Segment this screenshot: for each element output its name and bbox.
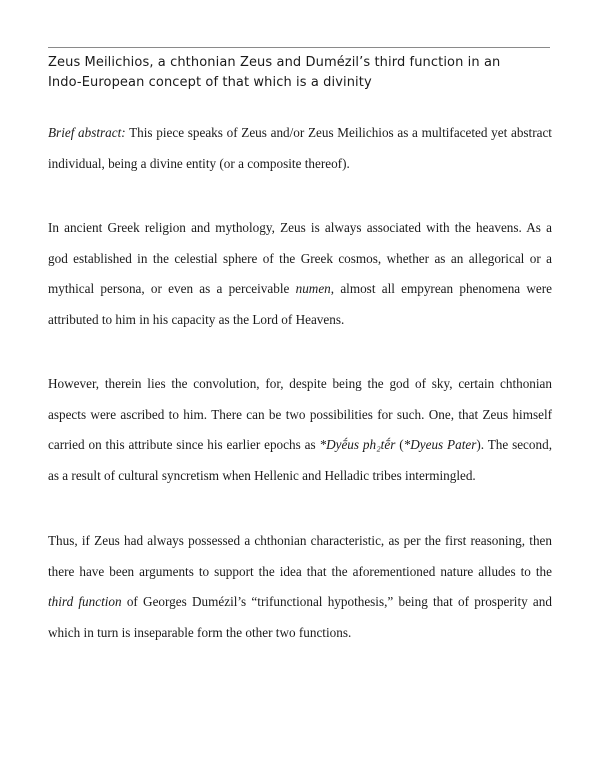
paragraph-line: aspects were ascribed to him. There can be two possibilities for such. One, that Zeus himself bbox=[48, 406, 552, 422]
paragraph-1 bbox=[48, 213, 552, 335]
paragraph-line: third function of Georges Dumézil’s “trifunctional hypothesis,” being that of prosperity and bbox=[48, 594, 552, 609]
paragraph-line: which in turn is inseparable form the other two functions. bbox=[48, 624, 352, 640]
abstract-label: Brief abstract: bbox=[48, 125, 126, 140]
paragraph-line: However, therein lies the convolution, for, despite being the god of sky, certain chthonian bbox=[48, 376, 552, 391]
abstract-line: individual, being a divine entity (or a composite thereof). bbox=[48, 155, 350, 171]
emphasis: numen bbox=[295, 281, 331, 296]
abstract-paragraph bbox=[48, 118, 552, 179]
emphasis: *Dyeus Pater bbox=[403, 437, 477, 452]
paragraph-line: attributed to him in his capacity as the Lord of Heavens. bbox=[48, 311, 345, 327]
title-line: Indo-European concept of that which is a divinity bbox=[48, 75, 372, 90]
emphasis: *Dyḗus ph₂tḗr bbox=[319, 437, 396, 452]
document-title bbox=[48, 53, 568, 93]
paragraph-line: mythical persona, or even as a perceivable numen, almost all empyrean phenomena were bbox=[48, 281, 553, 296]
paragraph-line: Thus, if Zeus had always possessed a chthonian characteristic, as per the first reasoning, then bbox=[48, 533, 552, 548]
paragraph-2 bbox=[48, 369, 552, 491]
paragraph-line: as a result of cultural syncretism when Hellenic and Helladic tribes intermingled. bbox=[48, 467, 476, 483]
abstract-line: Brief abstract: This piece speaks of Zeus and/or Zeus Meilichios as a multifaceted yet abstract bbox=[48, 125, 552, 140]
title-line: Zeus Meilichios, a chthonian Zeus and Dumézil’s third function in an bbox=[48, 55, 501, 70]
emphasis: third function bbox=[48, 594, 122, 609]
paragraph-3 bbox=[48, 526, 552, 648]
header-rule bbox=[48, 47, 550, 48]
paragraph-line: In ancient Greek religion and mythology, Zeus is always associated with the heavens. As a bbox=[48, 220, 552, 235]
paragraph-line: god established in the celestial sphere of the Greek cosmos, whether as an allegorical or a bbox=[48, 250, 552, 266]
paragraph-line: there have been arguments to support the idea that the aforementioned nature alludes to the bbox=[48, 563, 552, 579]
paragraph-line: carried on this attribute since his earlier epochs as *Dyḗus ph₂tḗr (*Dyeus Pater). The second, bbox=[48, 437, 552, 452]
